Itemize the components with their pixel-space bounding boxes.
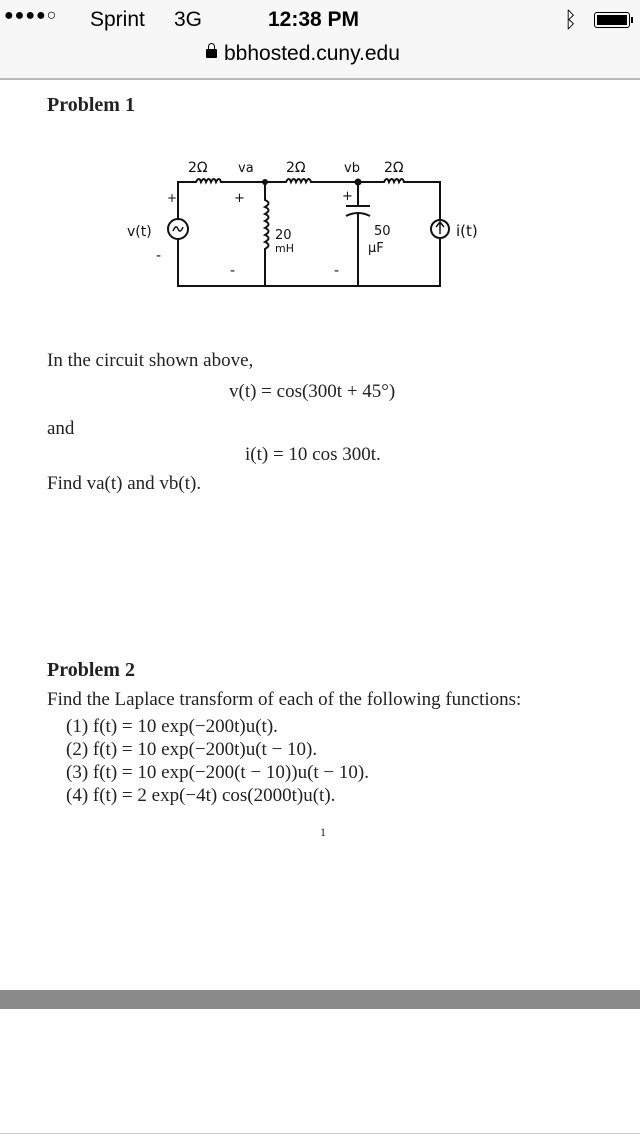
list-item: (2) f(t) = 10 exp(−200t)u(t − 10).	[66, 739, 318, 760]
svg-text:-: -	[334, 263, 340, 279]
list-item: (4) f(t) = 2 exp(−4t) cos(2000t)u(t).	[66, 785, 336, 806]
svg-text:+: +	[234, 191, 245, 206]
svg-text:+: +	[167, 191, 178, 205]
svg-text:-: -	[230, 263, 236, 279]
node-a	[262, 179, 268, 185]
equation-i: i(t) = 10 cos 300t.	[245, 444, 381, 465]
r3-label: 2Ω	[384, 160, 404, 176]
r1-label: 2Ω	[188, 160, 208, 176]
problem-1-question: Find va(t) and vb(t).	[47, 473, 202, 494]
svg-text:+: +	[342, 189, 353, 204]
and-text: and	[47, 418, 75, 439]
clock: 12:38 PM	[268, 8, 360, 31]
network-label: 3G	[174, 8, 203, 31]
cap-value: 50	[374, 224, 391, 239]
problem-2-title: Problem 2	[47, 659, 135, 681]
source-v-label: v(t)	[127, 224, 152, 240]
svg-text:-: -	[156, 248, 162, 264]
signal-strength-icon: ●●●●○	[4, 7, 58, 24]
bluetooth-icon: ᛒ	[564, 7, 578, 32]
source-i-label: i(t)	[456, 222, 478, 240]
cap-unit: μF	[368, 241, 384, 256]
vb-label: vb	[344, 161, 360, 176]
problem-1-title: Problem 1	[47, 94, 135, 116]
equation-v: v(t) = cos(300t + 45°)	[229, 381, 396, 402]
page-separator	[0, 990, 640, 1009]
va-label: va	[238, 161, 254, 176]
url-text: bbhosted.cuny.edu	[224, 42, 400, 65]
r2-label: 2Ω	[286, 160, 306, 176]
node-b	[355, 179, 362, 186]
list-item: (1) f(t) = 10 exp(−200t)u(t).	[66, 716, 278, 737]
divider	[0, 1133, 640, 1134]
problem-2-intro: Find the Laplace transform of each of the following functions:	[47, 689, 522, 710]
list-item: (3) f(t) = 10 exp(−200(t − 10))u(t − 10).	[66, 762, 369, 783]
inductor-unit: mH	[275, 242, 294, 255]
inductor-value: 20	[275, 228, 292, 243]
problem-1-intro: In the circuit shown above,	[47, 350, 254, 371]
circuit-diagram	[0, 0, 640, 320]
carrier-label: Sprint	[90, 8, 145, 31]
page-number: 1	[320, 825, 326, 839]
